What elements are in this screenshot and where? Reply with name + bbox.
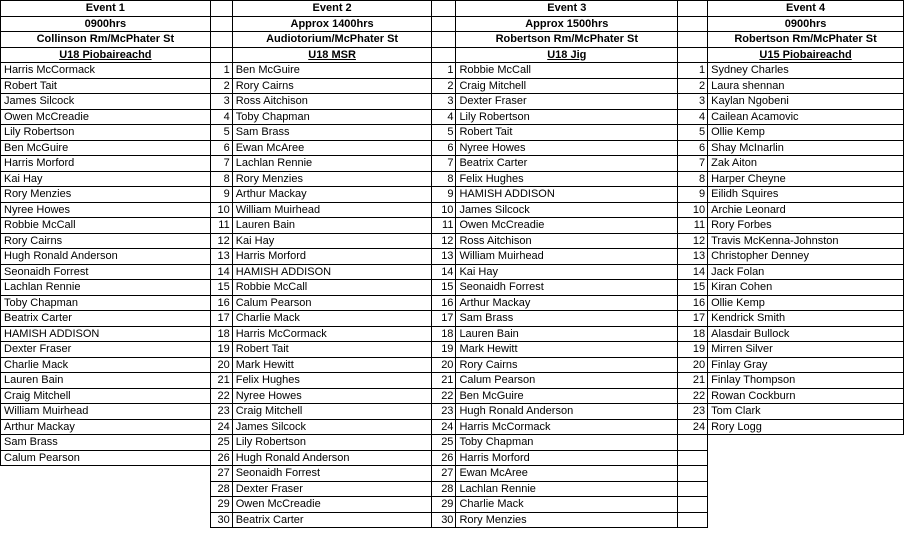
draw-number: 18 <box>678 326 708 342</box>
draw-number: 30 <box>210 512 232 528</box>
event3-competitor: Hugh Ronald Anderson <box>456 404 678 420</box>
header-spacer <box>678 32 708 48</box>
event4-competitor: Archie Leonard <box>708 202 904 218</box>
draw-number: 24 <box>432 419 456 435</box>
draw-number: 25 <box>432 435 456 451</box>
draw-number: 1 <box>678 63 708 79</box>
event1-competitor: Ben McGuire <box>1 140 211 156</box>
draw-number: 14 <box>678 264 708 280</box>
event4-competitor: Finlay Gray <box>708 357 904 373</box>
event2-competitor: Kai Hay <box>232 233 432 249</box>
event4-competitor: Rory Forbes <box>708 218 904 234</box>
event3-competitor: Felix Hughes <box>456 171 678 187</box>
draw-number: 20 <box>678 357 708 373</box>
draw-number: 13 <box>432 249 456 265</box>
draw-number: 12 <box>432 233 456 249</box>
event2-competitor: Ben McGuire <box>232 63 432 79</box>
header-spacer <box>432 1 456 17</box>
event3-competitor: Harris Morford <box>456 450 678 466</box>
event4-competitor: Finlay Thompson <box>708 373 904 389</box>
event2-competitor: Charlie Mack <box>232 311 432 327</box>
draw-number: 21 <box>210 373 232 389</box>
header-spacer <box>678 47 708 63</box>
event1-competitor: Kai Hay <box>1 171 211 187</box>
header-spacer <box>678 1 708 17</box>
draw-number: 27 <box>432 466 456 482</box>
event4-event: Event 4 <box>708 1 904 17</box>
header-row-competition <box>1 47 904 63</box>
event2-competitor: Beatrix Carter <box>232 512 432 528</box>
event2-competitor: Sam Brass <box>232 125 432 141</box>
event1-competitor: Robert Tait <box>1 78 211 94</box>
table-row <box>1 311 904 327</box>
draw-number: 11 <box>210 218 232 234</box>
draw-number: 7 <box>210 156 232 172</box>
event2-competitor: Rory Menzies <box>232 171 432 187</box>
event1-competitor: Beatrix Carter <box>1 311 211 327</box>
draw-number: 8 <box>210 171 232 187</box>
table-row <box>1 466 904 482</box>
empty-cell <box>708 481 904 497</box>
draw-number: 5 <box>210 125 232 141</box>
empty-cell <box>678 466 708 482</box>
draw-number: 29 <box>210 497 232 513</box>
draw-number: 22 <box>678 388 708 404</box>
event4-competitor: Jack Folan <box>708 264 904 280</box>
event4-competitor: Sydney Charles <box>708 63 904 79</box>
event4-competitor: Ollie Kemp <box>708 295 904 311</box>
draw-number: 2 <box>210 78 232 94</box>
event1-competitor: Seonaidh Forrest <box>1 264 211 280</box>
event3-competitor: Toby Chapman <box>456 435 678 451</box>
event2-competitor: Harris McCormack <box>232 326 432 342</box>
event2-competitor: Robbie McCall <box>232 280 432 296</box>
table-row <box>1 435 904 451</box>
empty-cell <box>678 481 708 497</box>
event1-competition: U18 Piobaireachd <box>1 47 211 63</box>
empty-cell <box>1 497 211 513</box>
draw-number: 8 <box>432 171 456 187</box>
draw-number: 19 <box>432 342 456 358</box>
event4-competitor: Rowan Cockburn <box>708 388 904 404</box>
event3-competitor: Rory Cairns <box>456 357 678 373</box>
draw-number: 4 <box>432 109 456 125</box>
event3-competitor: Lily Robertson <box>456 109 678 125</box>
draw-number: 25 <box>210 435 232 451</box>
draw-number: 6 <box>678 140 708 156</box>
event3-competitor: Mark Hewitt <box>456 342 678 358</box>
table-row <box>1 140 904 156</box>
empty-cell <box>708 435 904 451</box>
header-spacer <box>210 47 232 63</box>
event3-competitor: Sam Brass <box>456 311 678 327</box>
event3-competitor: Ben McGuire <box>456 388 678 404</box>
event4-competition: U15 Piobaireachd <box>708 47 904 63</box>
draw-number: 2 <box>678 78 708 94</box>
empty-cell <box>1 481 211 497</box>
event2-competitor: Rory Cairns <box>232 78 432 94</box>
draw-number: 28 <box>210 481 232 497</box>
event2-competitor: Robert Tait <box>232 342 432 358</box>
event3-competitor: Beatrix Carter <box>456 156 678 172</box>
event3-competitor: Seonaidh Forrest <box>456 280 678 296</box>
empty-cell <box>708 512 904 528</box>
event4-competitor: Travis McKenna-Johnston <box>708 233 904 249</box>
event2-competitor: Ewan McAree <box>232 140 432 156</box>
draw-number: 18 <box>432 326 456 342</box>
event1-event: Event 1 <box>1 1 211 17</box>
table-row <box>1 233 904 249</box>
header-spacer <box>210 32 232 48</box>
event2-competitor: Lily Robertson <box>232 435 432 451</box>
event2-time: Approx 1400hrs <box>232 16 432 32</box>
empty-cell <box>1 466 211 482</box>
draw-number: 14 <box>432 264 456 280</box>
event2-competitor: Seonaidh Forrest <box>232 466 432 482</box>
event1-competitor: Lachlan Rennie <box>1 280 211 296</box>
draw-number: 6 <box>210 140 232 156</box>
event1-competitor: Toby Chapman <box>1 295 211 311</box>
event3-competitor: Charlie Mack <box>456 497 678 513</box>
draw-number: 26 <box>432 450 456 466</box>
draw-number: 20 <box>210 357 232 373</box>
event2-competitor: Dexter Fraser <box>232 481 432 497</box>
draw-number: 16 <box>210 295 232 311</box>
draw-number: 12 <box>678 233 708 249</box>
event2-competitor: HAMISH ADDISON <box>232 264 432 280</box>
table-row <box>1 280 904 296</box>
draw-number: 3 <box>210 94 232 110</box>
empty-cell <box>708 466 904 482</box>
table-row <box>1 450 904 466</box>
draw-number: 23 <box>210 404 232 420</box>
event2-competitor: Mark Hewitt <box>232 357 432 373</box>
header-row-time <box>1 16 904 32</box>
draw-number: 16 <box>432 295 456 311</box>
draw-number: 17 <box>678 311 708 327</box>
event4-competitor: Rory Logg <box>708 419 904 435</box>
header-row-event <box>1 1 904 17</box>
event2-competitor: Felix Hughes <box>232 373 432 389</box>
draw-number: 30 <box>432 512 456 528</box>
draw-number: 15 <box>432 280 456 296</box>
draw-number: 23 <box>678 404 708 420</box>
table-row <box>1 342 904 358</box>
event4-competitor: Zak Aiton <box>708 156 904 172</box>
event1-competitor: Rory Menzies <box>1 187 211 203</box>
empty-cell <box>678 450 708 466</box>
empty-cell <box>678 435 708 451</box>
event1-competitor: Rory Cairns <box>1 233 211 249</box>
draw-number: 21 <box>432 373 456 389</box>
draw-number: 7 <box>432 156 456 172</box>
table-row <box>1 326 904 342</box>
event1-competitor: Hugh Ronald Anderson <box>1 249 211 265</box>
draw-number: 1 <box>210 63 232 79</box>
event4-competitor: Tom Clark <box>708 404 904 420</box>
event4-competitor: Alasdair Bullock <box>708 326 904 342</box>
draw-number: 17 <box>210 311 232 327</box>
draw-number: 23 <box>432 404 456 420</box>
draw-number: 15 <box>210 280 232 296</box>
draw-number: 2 <box>432 78 456 94</box>
event2-competitor: Arthur Mackay <box>232 187 432 203</box>
draw-number: 18 <box>210 326 232 342</box>
draw-number: 22 <box>210 388 232 404</box>
event3-competitor: Calum Pearson <box>456 373 678 389</box>
event3-competitor: Robert Tait <box>456 125 678 141</box>
draw-number: 22 <box>432 388 456 404</box>
event1-competitor: William Muirhead <box>1 404 211 420</box>
table-row <box>1 419 904 435</box>
event2-competitor: Craig Mitchell <box>232 404 432 420</box>
empty-cell <box>1 512 211 528</box>
table-row <box>1 512 904 528</box>
draw-number: 3 <box>678 94 708 110</box>
event2-event: Event 2 <box>232 1 432 17</box>
event3-event: Event 3 <box>456 1 678 17</box>
event3-competitor: Nyree Howes <box>456 140 678 156</box>
table-row <box>1 109 904 125</box>
table-row <box>1 187 904 203</box>
table-row <box>1 218 904 234</box>
event3-competitor: Owen McCreadie <box>456 218 678 234</box>
draw-number: 24 <box>678 419 708 435</box>
event1-competitor: Craig Mitchell <box>1 388 211 404</box>
draw-number: 5 <box>678 125 708 141</box>
draw-number: 21 <box>678 373 708 389</box>
draw-number: 19 <box>678 342 708 358</box>
draw-number: 11 <box>432 218 456 234</box>
event3-competitor: Craig Mitchell <box>456 78 678 94</box>
event3-competitor: James Silcock <box>456 202 678 218</box>
header-spacer <box>432 32 456 48</box>
draw-number: 10 <box>432 202 456 218</box>
draw-number: 10 <box>210 202 232 218</box>
table-row <box>1 63 904 79</box>
draw-number: 13 <box>210 249 232 265</box>
event1-competitor: Sam Brass <box>1 435 211 451</box>
event1-competitor: Lauren Bain <box>1 373 211 389</box>
draw-number: 1 <box>432 63 456 79</box>
table-row <box>1 202 904 218</box>
draw-number: 29 <box>432 497 456 513</box>
header-row-venue <box>1 32 904 48</box>
draw-number: 26 <box>210 450 232 466</box>
event4-competitor: Laura shennan <box>708 78 904 94</box>
event1-time: 0900hrs <box>1 16 211 32</box>
table-row <box>1 373 904 389</box>
event3-competitor: Ross Aitchison <box>456 233 678 249</box>
event2-competitor: Lachlan Rennie <box>232 156 432 172</box>
event1-competitor: Harris Morford <box>1 156 211 172</box>
draw-number: 27 <box>210 466 232 482</box>
empty-cell <box>708 497 904 513</box>
event4-competitor: Harper Cheyne <box>708 171 904 187</box>
event4-competitor: Christopher Denney <box>708 249 904 265</box>
event1-competitor: Lily Robertson <box>1 125 211 141</box>
draw-number: 12 <box>210 233 232 249</box>
draw-number: 5 <box>432 125 456 141</box>
event3-competitor: Rory Menzies <box>456 512 678 528</box>
event1-venue: Collinson Rm/McPhater St <box>1 32 211 48</box>
event4-competitor: Mirren Silver <box>708 342 904 358</box>
event4-competitor: Eilidh Squires <box>708 187 904 203</box>
table-row <box>1 78 904 94</box>
draw-number: 14 <box>210 264 232 280</box>
event2-competitor: Nyree Howes <box>232 388 432 404</box>
header-spacer <box>432 47 456 63</box>
draw-number: 28 <box>432 481 456 497</box>
table-row <box>1 404 904 420</box>
table-row <box>1 388 904 404</box>
event3-competitor: Dexter Fraser <box>456 94 678 110</box>
event2-competitor: Harris Morford <box>232 249 432 265</box>
table-row <box>1 497 904 513</box>
empty-cell <box>678 497 708 513</box>
draw-number: 6 <box>432 140 456 156</box>
draw-number: 9 <box>210 187 232 203</box>
table-row <box>1 357 904 373</box>
event2-competitor: Calum Pearson <box>232 295 432 311</box>
event2-competitor: William Muirhead <box>232 202 432 218</box>
event3-competitor: Lauren Bain <box>456 326 678 342</box>
draw-number: 10 <box>678 202 708 218</box>
event2-competitor: James Silcock <box>232 419 432 435</box>
header-spacer <box>432 16 456 32</box>
event3-competitor: William Muirhead <box>456 249 678 265</box>
event3-competitor: Robbie McCall <box>456 63 678 79</box>
table-row <box>1 295 904 311</box>
event1-competitor: HAMISH ADDISON <box>1 326 211 342</box>
draw-number: 9 <box>678 187 708 203</box>
table-row <box>1 264 904 280</box>
event4-competitor: Shay McInarlin <box>708 140 904 156</box>
draw-number: 17 <box>432 311 456 327</box>
header-spacer <box>210 1 232 17</box>
header-spacer <box>678 16 708 32</box>
table-row <box>1 249 904 265</box>
table-row <box>1 94 904 110</box>
event2-venue: Audiotorium/McPhater St <box>232 32 432 48</box>
event1-competitor: Nyree Howes <box>1 202 211 218</box>
table-row <box>1 481 904 497</box>
table-row <box>1 125 904 141</box>
event4-competitor: Kiran Cohen <box>708 280 904 296</box>
draw-number: 15 <box>678 280 708 296</box>
event3-competition: U18 Jig <box>456 47 678 63</box>
draw-number: 16 <box>678 295 708 311</box>
event4-competitor: Ollie Kemp <box>708 125 904 141</box>
event3-competitor: Harris McCormack <box>456 419 678 435</box>
draw-number: 20 <box>432 357 456 373</box>
event2-competitor: Lauren Bain <box>232 218 432 234</box>
event1-competitor: James Silcock <box>1 94 211 110</box>
event3-competitor: Ewan McAree <box>456 466 678 482</box>
event4-time: 0900hrs <box>708 16 904 32</box>
event1-competitor: Harris McCormack <box>1 63 211 79</box>
table-row <box>1 156 904 172</box>
draw-number: 11 <box>678 218 708 234</box>
event4-competitor: Kendrick Smith <box>708 311 904 327</box>
event4-competitor: Kaylan Ngobeni <box>708 94 904 110</box>
draw-number: 13 <box>678 249 708 265</box>
event2-competitor: Toby Chapman <box>232 109 432 125</box>
draw-number: 19 <box>210 342 232 358</box>
empty-cell <box>708 450 904 466</box>
draw-number: 24 <box>210 419 232 435</box>
draw-number: 9 <box>432 187 456 203</box>
event1-competitor: Owen McCreadie <box>1 109 211 125</box>
event2-competitor: Ross Aitchison <box>232 94 432 110</box>
event2-competitor: Owen McCreadie <box>232 497 432 513</box>
event1-competitor: Charlie Mack <box>1 357 211 373</box>
draw-number: 4 <box>210 109 232 125</box>
empty-cell <box>678 512 708 528</box>
event1-competitor: Arthur Mackay <box>1 419 211 435</box>
event2-competitor: Hugh Ronald Anderson <box>232 450 432 466</box>
event4-competitor: Cailean Acamovic <box>708 109 904 125</box>
draw-number: 7 <box>678 156 708 172</box>
event4-venue: Robertson Rm/McPhater St <box>708 32 904 48</box>
draw-number: 3 <box>432 94 456 110</box>
event1-competitor: Robbie McCall <box>1 218 211 234</box>
table-row <box>1 171 904 187</box>
event3-venue: Robertson Rm/McPhater St <box>456 32 678 48</box>
draw-number: 8 <box>678 171 708 187</box>
event3-time: Approx 1500hrs <box>456 16 678 32</box>
event3-competitor: Kai Hay <box>456 264 678 280</box>
event1-competitor: Calum Pearson <box>1 450 211 466</box>
event2-competition: U18 MSR <box>232 47 432 63</box>
header-spacer <box>210 16 232 32</box>
event3-competitor: HAMISH ADDISON <box>456 187 678 203</box>
event1-competitor: Dexter Fraser <box>1 342 211 358</box>
event3-competitor: Lachlan Rennie <box>456 481 678 497</box>
draw-number: 4 <box>678 109 708 125</box>
event3-competitor: Arthur Mackay <box>456 295 678 311</box>
